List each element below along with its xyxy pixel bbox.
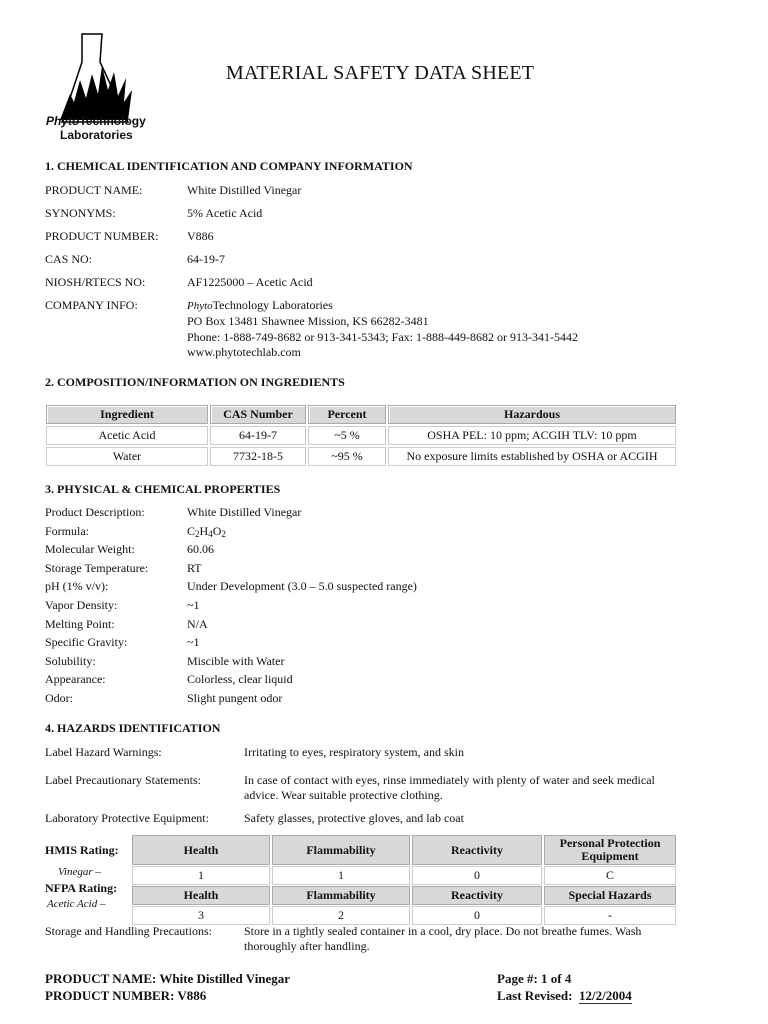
col-percent: Percent [308, 405, 386, 424]
section1-field-label: SYNONYMS: [45, 206, 116, 220]
warnings-value: Irritating to eyes, respiratory system, and skin [244, 745, 464, 759]
property-value: N/A [187, 617, 208, 631]
section1-field-label: PRODUCT NUMBER: [45, 229, 159, 243]
hmis-ppe-value: C [544, 866, 676, 885]
section1-field-value: AF1225000 – Acetic Acid [187, 275, 313, 289]
precaution-line2: advice. Wear suitable protective clothing. [244, 788, 443, 802]
section4-heading: 4. HAZARDS IDENTIFICATION [45, 721, 221, 735]
property-value: $C_2H_4O_2$ [187, 524, 226, 539]
nfpa-health-value: 3 [132, 906, 270, 925]
section1-field-label: PRODUCT NAME: [45, 183, 143, 197]
hmis-reactivity-header: Reactivity [412, 835, 542, 865]
nfpa-subject: Acetic Acid – [47, 898, 106, 910]
property-value: White Distilled Vinegar [187, 505, 302, 519]
document-title: MATERIAL SAFETY DATA SHEET [226, 62, 535, 84]
hmis-ppe-header: Personal Protection Equipment [544, 835, 676, 865]
warnings-label: Label Hazard Warnings: [45, 745, 162, 759]
hmis-flammability-value: 1 [272, 866, 410, 885]
property-value: ~1 [187, 598, 200, 612]
property-value: Under Development (3.0 – 5.0 suspected range) [187, 579, 417, 593]
section1-field-value: White Distilled Vinegar [187, 183, 302, 197]
cell: OSHA PEL: 10 ppm; ACGIH TLV: 10 ppm [388, 426, 676, 445]
ingredients-table [44, 403, 678, 468]
property-value: Colorless, clear liquid [187, 672, 293, 686]
property-label: pH (1% v/v): [45, 579, 109, 593]
company-phone: Phone: 1-888-749-8682 or 913-341-5343; Fax: 1-888-449-8682 or 913-341-5442 [187, 330, 578, 344]
section1-field-label: CAS NO: [45, 252, 93, 266]
property-label: Solubility: [45, 654, 96, 668]
nfpa-label: NFPA Rating: [45, 881, 118, 895]
section1-field-label: NIOSH/RTECS NO: [45, 275, 146, 289]
section2-heading: 2. COMPOSITION/INFORMATION ON INGREDIENTS [45, 375, 345, 389]
property-label: Odor: [45, 691, 73, 705]
nfpa-values-row [132, 906, 676, 925]
cell: Water [46, 447, 208, 466]
property-label: Product Description: [45, 505, 145, 519]
col-cas: CAS Number [210, 405, 306, 424]
nfpa-header-row [132, 886, 676, 905]
precaution-line1: In case of contact with eyes, rinse immediately with plenty of water and seek medical [244, 773, 655, 787]
col-ingredient: Ingredient [46, 405, 208, 424]
property-value: ~1 [187, 635, 200, 649]
property-label: Storage Temperature: [45, 561, 149, 575]
company-info-label: COMPANY INFO: [45, 298, 138, 312]
hmis-label: HMIS Rating: [45, 843, 119, 857]
property-label: Formula: [45, 524, 89, 538]
hmis-header-row [132, 835, 676, 865]
cell: 7732-18-5 [210, 447, 306, 466]
cell: No exposure limits established by OSHA or ACGIH [388, 447, 676, 466]
hmis-health-header: Health [132, 835, 270, 865]
footer-revised: Last Revised: 12/2/2004 [497, 988, 632, 1003]
cell: ~5 % [308, 426, 386, 445]
property-label: Vapor Density: [45, 598, 118, 612]
nfpa-special-header: Special Hazards [544, 886, 676, 905]
hmis-reactivity-value: 0 [412, 866, 542, 885]
table-row [46, 447, 676, 466]
cell: Acetic Acid [46, 426, 208, 445]
property-value: RT [187, 561, 202, 575]
footer-product-number: PRODUCT NUMBER: V886 [45, 988, 207, 1003]
logo-brand: PhytoTechnology [46, 114, 146, 128]
property-label: Molecular Weight: [45, 542, 135, 556]
property-label: Appearance: [45, 672, 106, 686]
company-address: PO Box 13481 Shawnee Mission, KS 66282-3481 [187, 314, 429, 328]
section1-field-value: 5% Acetic Acid [187, 206, 263, 220]
precaution-label: Label Precautionary Statements: [45, 773, 201, 787]
property-label: Melting Point: [45, 617, 115, 631]
footer-revised-date: 12/2/2004 [578, 988, 632, 1003]
property-label: Specific Gravity: [45, 635, 128, 649]
logo-brand-line2: Laboratories [60, 128, 133, 142]
footer-page: Page #: 1 of 4 [497, 971, 572, 986]
table-row [46, 426, 676, 445]
hmis-health-value: 1 [132, 866, 270, 885]
section1-field-value: 64-19-7 [187, 252, 225, 266]
storage-label: Storage and Handling Precautions: [45, 924, 212, 938]
hmis-values-row [132, 866, 676, 885]
nfpa-flammability-value: 2 [272, 906, 410, 925]
col-hazardous: Hazardous [388, 405, 676, 424]
section1-field-value: V886 [187, 229, 214, 243]
equipment-label: Laboratory Protective Equipment: [45, 811, 209, 825]
nfpa-health-header: Health [132, 886, 270, 905]
storage-line1: Store in a tightly sealed container in a cool, dry place. Do not breathe fumes. Wash [244, 924, 642, 938]
cell: ~95 % [308, 447, 386, 466]
company-website[interactable]: www.phytotechlab.com [187, 345, 301, 359]
storage-line2: thoroughly after handling. [244, 939, 370, 953]
company-name: PhytoTechnology Laboratories [187, 298, 333, 312]
section1-heading: 1. CHEMICAL IDENTIFICATION AND COMPANY INFORMATION [45, 159, 413, 173]
nfpa-flammability-header: Flammability [272, 886, 410, 905]
section3-heading: 3. PHYSICAL & CHEMICAL PROPERTIES [45, 482, 281, 496]
footer-product-name: PRODUCT NAME: White Distilled Vinegar [45, 971, 291, 986]
nfpa-reactivity-header: Reactivity [412, 886, 542, 905]
hmis-subject: Vinegar – [58, 866, 101, 878]
nfpa-special-value: - [544, 906, 676, 925]
cell: 64-19-7 [210, 426, 306, 445]
nfpa-reactivity-value: 0 [412, 906, 542, 925]
hmis-flammability-header: Flammability [272, 835, 410, 865]
hazard-ratings-table [130, 834, 678, 926]
equipment-value: Safety glasses, protective gloves, and lab coat [244, 811, 464, 825]
property-value: 60.06 [187, 542, 214, 556]
property-value: Slight pungent odor [187, 691, 283, 705]
property-value: Miscible with Water [187, 654, 285, 668]
